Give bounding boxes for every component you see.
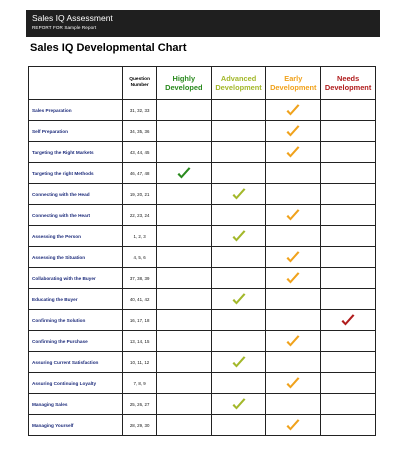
question-numbers: 43, 44, 45	[123, 142, 157, 163]
table-row	[29, 226, 376, 247]
level-cell	[156, 100, 211, 121]
level-cell	[321, 226, 376, 247]
level-cell	[266, 289, 321, 310]
development-area-label: Targeting the right Methods	[29, 163, 123, 184]
level-header-highly-developed: Highly Developed	[156, 67, 211, 100]
level-cell	[266, 184, 321, 205]
table-row	[29, 310, 376, 331]
checkmark-icon	[231, 230, 247, 243]
development-area-label: Assuring Continuing Loyalty	[29, 373, 123, 394]
question-numbers: 31, 32, 33	[123, 100, 157, 121]
development-area-label: Targeting the Right Markets	[29, 142, 123, 163]
level-cell	[321, 121, 376, 142]
checkmark-icon	[285, 272, 301, 285]
development-area-label: Educating the Buyer	[29, 289, 123, 310]
question-numbers: 22, 23, 24	[123, 205, 157, 226]
level-cell	[156, 163, 211, 184]
development-area-label: Connecting with the Head	[29, 184, 123, 205]
level-cell	[211, 205, 266, 226]
area-header	[29, 67, 123, 100]
question-numbers: 28, 29, 30	[123, 415, 157, 436]
table-row	[29, 184, 376, 205]
level-cell	[321, 205, 376, 226]
level-cell	[266, 142, 321, 163]
question-numbers: 19, 20, 21	[123, 184, 157, 205]
question-numbers: 10, 11, 12	[123, 352, 157, 373]
checkmark-icon	[285, 251, 301, 264]
table-row	[29, 121, 376, 142]
level-cell	[211, 226, 266, 247]
checkmark-icon	[176, 167, 192, 180]
development-area-label: Connecting with the Heart	[29, 205, 123, 226]
report-banner	[26, 10, 380, 37]
level-cell	[211, 121, 266, 142]
table-row	[29, 142, 376, 163]
development-area-label: Self Preparation	[29, 121, 123, 142]
level-cell	[211, 163, 266, 184]
checkmark-icon	[285, 125, 301, 138]
checkmark-icon	[285, 104, 301, 117]
level-header-early-development: Early Development	[266, 67, 321, 100]
level-cell	[156, 184, 211, 205]
level-cell	[321, 394, 376, 415]
question-numbers: 7, 8, 9	[123, 373, 157, 394]
development-area-label: Confirming the Purchase	[29, 331, 123, 352]
level-cell	[156, 121, 211, 142]
level-cell	[156, 142, 211, 163]
table-row	[29, 352, 376, 373]
level-cell	[321, 331, 376, 352]
level-cell	[156, 247, 211, 268]
level-cell	[266, 226, 321, 247]
level-cell	[211, 289, 266, 310]
level-cell	[211, 310, 266, 331]
table-row	[29, 331, 376, 352]
development-area-label: Managing Sales	[29, 394, 123, 415]
level-cell	[156, 205, 211, 226]
checkmark-icon	[231, 293, 247, 306]
chart-title: Sales IQ Developmental Chart	[30, 42, 187, 54]
question-numbers: 13, 14, 15	[123, 331, 157, 352]
table-header-row	[29, 67, 376, 100]
development-area-label: Sales Preparation	[29, 100, 123, 121]
level-cell	[266, 310, 321, 331]
level-cell	[211, 373, 266, 394]
level-cell	[266, 100, 321, 121]
checkmark-icon	[285, 335, 301, 348]
table-row	[29, 373, 376, 394]
table-row	[29, 268, 376, 289]
level-cell	[211, 394, 266, 415]
level-cell	[321, 100, 376, 121]
checkmark-icon	[231, 356, 247, 369]
level-cell	[266, 352, 321, 373]
report-subtitle: REPORT FOR Sample Report	[32, 25, 97, 30]
level-cell	[266, 163, 321, 184]
level-cell	[156, 310, 211, 331]
table-row	[29, 163, 376, 184]
question-numbers: 4, 5, 6	[123, 247, 157, 268]
level-cell	[321, 373, 376, 394]
development-area-label: Assessing the Situation	[29, 247, 123, 268]
level-cell	[266, 373, 321, 394]
level-cell	[266, 394, 321, 415]
level-cell	[156, 415, 211, 436]
level-cell	[321, 163, 376, 184]
development-area-label: Managing Yourself	[29, 415, 123, 436]
report-title: Sales IQ Assessment	[32, 13, 113, 23]
checkmark-icon	[285, 419, 301, 432]
checkmark-icon	[340, 314, 356, 327]
level-cell	[321, 184, 376, 205]
checkmark-icon	[285, 209, 301, 222]
level-cell	[211, 268, 266, 289]
level-cell	[211, 415, 266, 436]
level-header-advanced-development: Advanced Development	[211, 67, 266, 100]
question-numbers: 16, 17, 18	[123, 310, 157, 331]
level-cell	[156, 373, 211, 394]
level-cell	[211, 184, 266, 205]
question-number-header: Question Number	[123, 67, 157, 100]
level-cell	[321, 142, 376, 163]
table-row	[29, 289, 376, 310]
level-cell	[156, 394, 211, 415]
level-cell	[321, 268, 376, 289]
table-row	[29, 394, 376, 415]
level-cell	[266, 331, 321, 352]
development-area-label: Assessing the Person	[29, 226, 123, 247]
level-cell	[156, 331, 211, 352]
question-numbers: 40, 41, 42	[123, 289, 157, 310]
level-cell	[211, 142, 266, 163]
table-row	[29, 100, 376, 121]
level-cell	[321, 310, 376, 331]
table-row	[29, 415, 376, 436]
checkmark-icon	[231, 398, 247, 411]
development-area-label: Collaborating with the Buyer	[29, 268, 123, 289]
checkmark-icon	[231, 188, 247, 201]
level-cell	[156, 226, 211, 247]
question-numbers: 34, 35, 36	[123, 121, 157, 142]
level-cell	[211, 100, 266, 121]
level-cell	[156, 289, 211, 310]
development-area-label: Confirming the Solution	[29, 310, 123, 331]
development-area-label: Assuring Current Satisfaction	[29, 352, 123, 373]
level-cell	[266, 268, 321, 289]
level-cell	[321, 415, 376, 436]
developmental-chart-table	[28, 66, 376, 436]
level-cell	[266, 247, 321, 268]
level-cell	[211, 247, 266, 268]
table-row	[29, 247, 376, 268]
level-cell	[266, 205, 321, 226]
level-header-needs-development: Needs Development	[321, 67, 376, 100]
question-numbers: 25, 26, 27	[123, 394, 157, 415]
checkmark-icon	[285, 377, 301, 390]
level-cell	[321, 247, 376, 268]
level-cell	[156, 352, 211, 373]
question-numbers: 46, 47, 48	[123, 163, 157, 184]
level-cell	[156, 268, 211, 289]
level-cell	[211, 331, 266, 352]
level-cell	[321, 289, 376, 310]
question-numbers: 1, 2, 3	[123, 226, 157, 247]
question-numbers: 37, 38, 39	[123, 268, 157, 289]
level-cell	[266, 121, 321, 142]
checkmark-icon	[285, 146, 301, 159]
level-cell	[211, 352, 266, 373]
level-cell	[266, 415, 321, 436]
level-cell	[321, 352, 376, 373]
table-row	[29, 205, 376, 226]
